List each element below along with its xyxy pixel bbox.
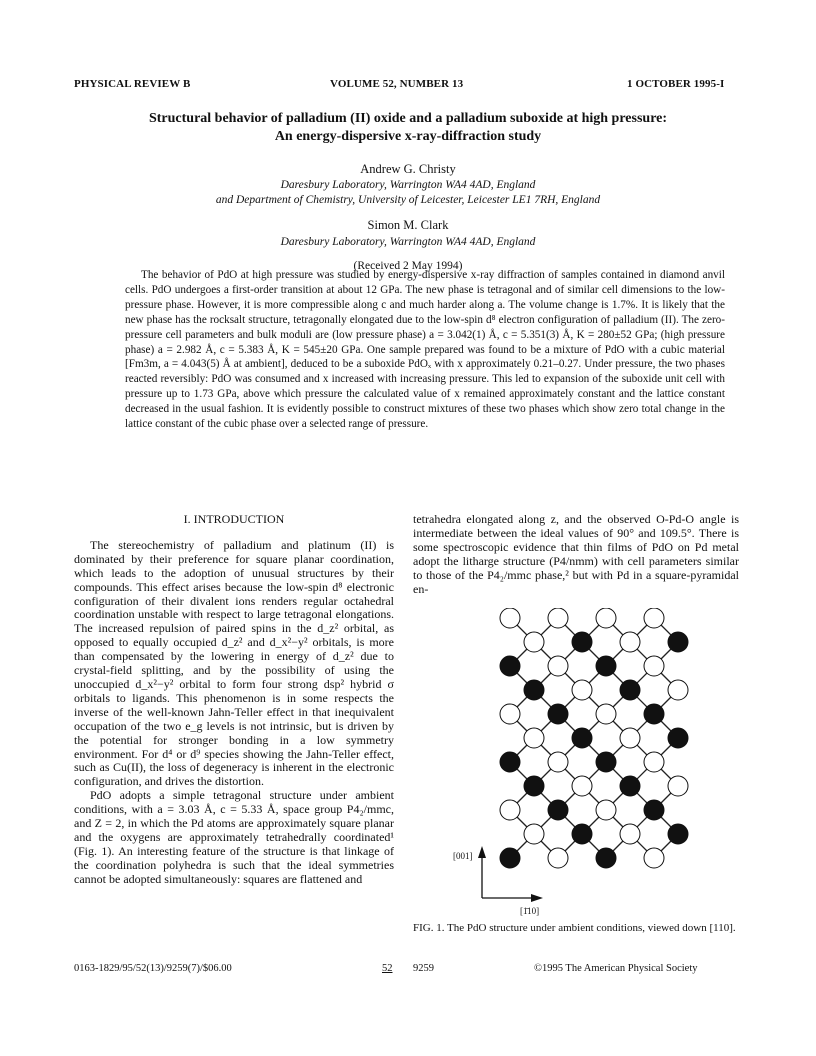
section-heading: I. INTRODUCTION	[183, 512, 285, 526]
pd-atom	[620, 776, 640, 796]
o-atom	[524, 632, 544, 652]
o-atom	[548, 656, 568, 676]
o-atom	[644, 608, 664, 628]
pd-atom	[596, 848, 616, 868]
pd-atom	[668, 824, 688, 844]
o-atom	[572, 680, 592, 700]
affiliation-line: Daresbury Laboratory, Warrington WA4 4AD, England	[280, 236, 536, 248]
o-atom	[572, 776, 592, 796]
o-atom	[644, 752, 664, 772]
author-affiliation-1	[80, 178, 736, 208]
o-atom	[596, 800, 616, 820]
footer-code: 0163-1829/95/52(13)/9259(7)/$06.00	[74, 963, 232, 974]
pd-atom	[524, 680, 544, 700]
o-atom	[548, 848, 568, 868]
pd-atom	[572, 728, 592, 748]
author-name-1: Andrew G. Christy	[360, 162, 456, 176]
abstract	[125, 268, 725, 432]
footer-copyright: ©1995 The American Physical Society	[534, 963, 698, 974]
footer-page: 9259	[413, 963, 434, 974]
pd-atom	[668, 728, 688, 748]
affiliation-line: Daresbury Laboratory, Warrington WA4 4AD, England	[280, 179, 536, 191]
journal-name: PHYSICAL REVIEW B	[74, 78, 191, 90]
o-atom	[524, 824, 544, 844]
pd-atom	[548, 704, 568, 724]
pd-atom	[500, 752, 520, 772]
o-atom	[620, 632, 640, 652]
volume-number: VOLUME 52, NUMBER 13	[330, 78, 464, 90]
paper-title	[80, 110, 736, 146]
pd-atom	[596, 752, 616, 772]
pd-atom	[500, 656, 520, 676]
pd-atom	[572, 632, 592, 652]
right-column	[413, 513, 739, 596]
axis-label-110: [1̄10]	[520, 906, 540, 916]
o-atom	[500, 800, 520, 820]
o-atom	[620, 728, 640, 748]
issue-date: 1 OCTOBER 1995-I	[627, 78, 725, 90]
pd-atom	[644, 800, 664, 820]
o-atom	[548, 608, 568, 628]
title-line-2: An energy-dispersive x-ray-diffraction study	[274, 129, 542, 144]
o-atom	[668, 680, 688, 700]
figure-1	[445, 608, 735, 923]
title-line-1: Structural behavior of palladium (II) oxide and a palladium suboxide at high pressure:	[148, 111, 668, 126]
axis-110-arrowhead	[531, 894, 543, 902]
author-affiliation-2	[80, 235, 736, 250]
o-atom	[596, 704, 616, 724]
o-atom	[548, 752, 568, 772]
o-atom	[500, 608, 520, 628]
o-atom	[596, 608, 616, 628]
left-column	[74, 505, 394, 887]
pd-atom	[572, 824, 592, 844]
intro-paragraph-continued: tetrahedra elongated along z, and the observed O-Pd-O angle is intermediate between the ideal values of 90° and 109.5°. There is some spectroscopic evidence that thin films of PdO on Pd metal adopt the litharge structure (P4/nmm) with cell parameters similar to those of the P4₂/mmc phase,² but with Pd in a square-pyramidal en-	[413, 512, 739, 596]
o-atom	[500, 704, 520, 724]
pdo-structure-diagram	[445, 608, 735, 923]
figure-caption: FIG. 1. The PdO structure under ambient conditions, viewed down [110].	[413, 922, 736, 934]
pd-atom	[620, 680, 640, 700]
intro-paragraph-1: The stereochemistry of palladium and platinum (II) is dominated by their preference for square planar coordination, which leads to the adoption of unusual structures by their compounds. This effect arises because the low-spin d⁸ electronic configuration of their divalent ions renders regular octahedral coordination unstable with respect to large tetragonal elongations. The increased repulsion of paired spins in the d_z² orbital, as opposed to equally occupied d_z² and d_x²−y² orbitals, is more than compensated by the lowering in energy of d_z² due to crystal-field splitting, and by the possibility of using the unoccupied d_x²−y² orbital to form four strong dsp² hybrid σ orbitals to ligands. This phenomenon is in some respects the inverse of the well-known Jahn-Teller effect in that inequivalent occupation of the two e_g levels is not intrinsic, but is driven by the potential for stronger bonding in a low symmetry environment. For d⁴ or d⁹ species showing the Jahn-Teller effect, such as Cu(II), the loss of degeneracy is inherent in the electronic configuration, and drives the distortion.	[74, 537, 394, 789]
pd-atom	[668, 632, 688, 652]
axis-label-001: [001]	[453, 851, 473, 861]
pd-atom	[500, 848, 520, 868]
pd-atom	[596, 656, 616, 676]
pd-atom	[644, 704, 664, 724]
intro-paragraph-2: PdO adopts a simple tetragonal structure under ambient conditions, with a = 3.03 Å, c = 5.33 Å, space group P4₂/mmc, and Z = 2, in which the Pd atoms are approximately square planar and the oxygens are approximately tetrahedrally coordinated¹ (Fig. 1). An interesting feature of the structure is that linkage of the coordination polyhedra is such that the ideal symmetries cannot be adopted simultaneously: squares are flattened and	[74, 788, 394, 886]
o-atom	[620, 824, 640, 844]
received-date: (Received 2 May 1994)	[353, 260, 463, 272]
axis-001-arrowhead	[478, 846, 486, 858]
pd-atom	[548, 800, 568, 820]
author-name-2: Simon M. Clark	[367, 218, 449, 232]
o-atom	[644, 848, 664, 868]
affiliation-line: and Department of Chemistry, University of Leicester, Leicester LE1 7RH, England	[215, 194, 601, 206]
pd-atom	[524, 776, 544, 796]
abstract-text: The behavior of PdO at high pressure was studied by energy-dispersive x-ray diffraction of samples contained in diamond anvil cells. PdO undergoes a first-order transition at about 12 GPa. The new phase is tetragonal and of similar cell dimensions to the low-pressure phase. However, it is more compressible along c and much harder along a. The volume change is 1.7%. It is likely that the new phase has the rocksalt structure, tetragonally elongated due to the low-spin d⁸ electron configuration of palladium (II). The zero-pressure cell parameters and bulk moduli are (low pressure phase) a = 3.042(1) Å, c = 5.351(3) Å, K = 280±52 GPa; (high pressure phase) a = 2.982 Å, c = 5.383 Å, K = 545±20 GPa. One sample prepared was found to be a mixture of PdO with a cubic material [Fm3m, a = 4.043(5) Å at ambient], deduced to be a suboxide PdOₓ with x approximately 0.21–0.27. Under pressure, the two phases reacted reversibly: PdO was consumed and x increased with increasing pressure. This led to expansion of the suboxide unit cell with pressure up to 1.73 GPa, above which pressure the calculated value of x remained approximately constant and the lattice constant decreased in the usual fashion. It is evidently possible to construct mixtures of these two phases which show zero total change in the lattice constant of the cubic phase over a selected range of pressure.	[125, 269, 725, 431]
o-atom	[668, 776, 688, 796]
footer-volume: 52	[382, 963, 393, 974]
o-atom	[524, 728, 544, 748]
o-atom	[644, 656, 664, 676]
